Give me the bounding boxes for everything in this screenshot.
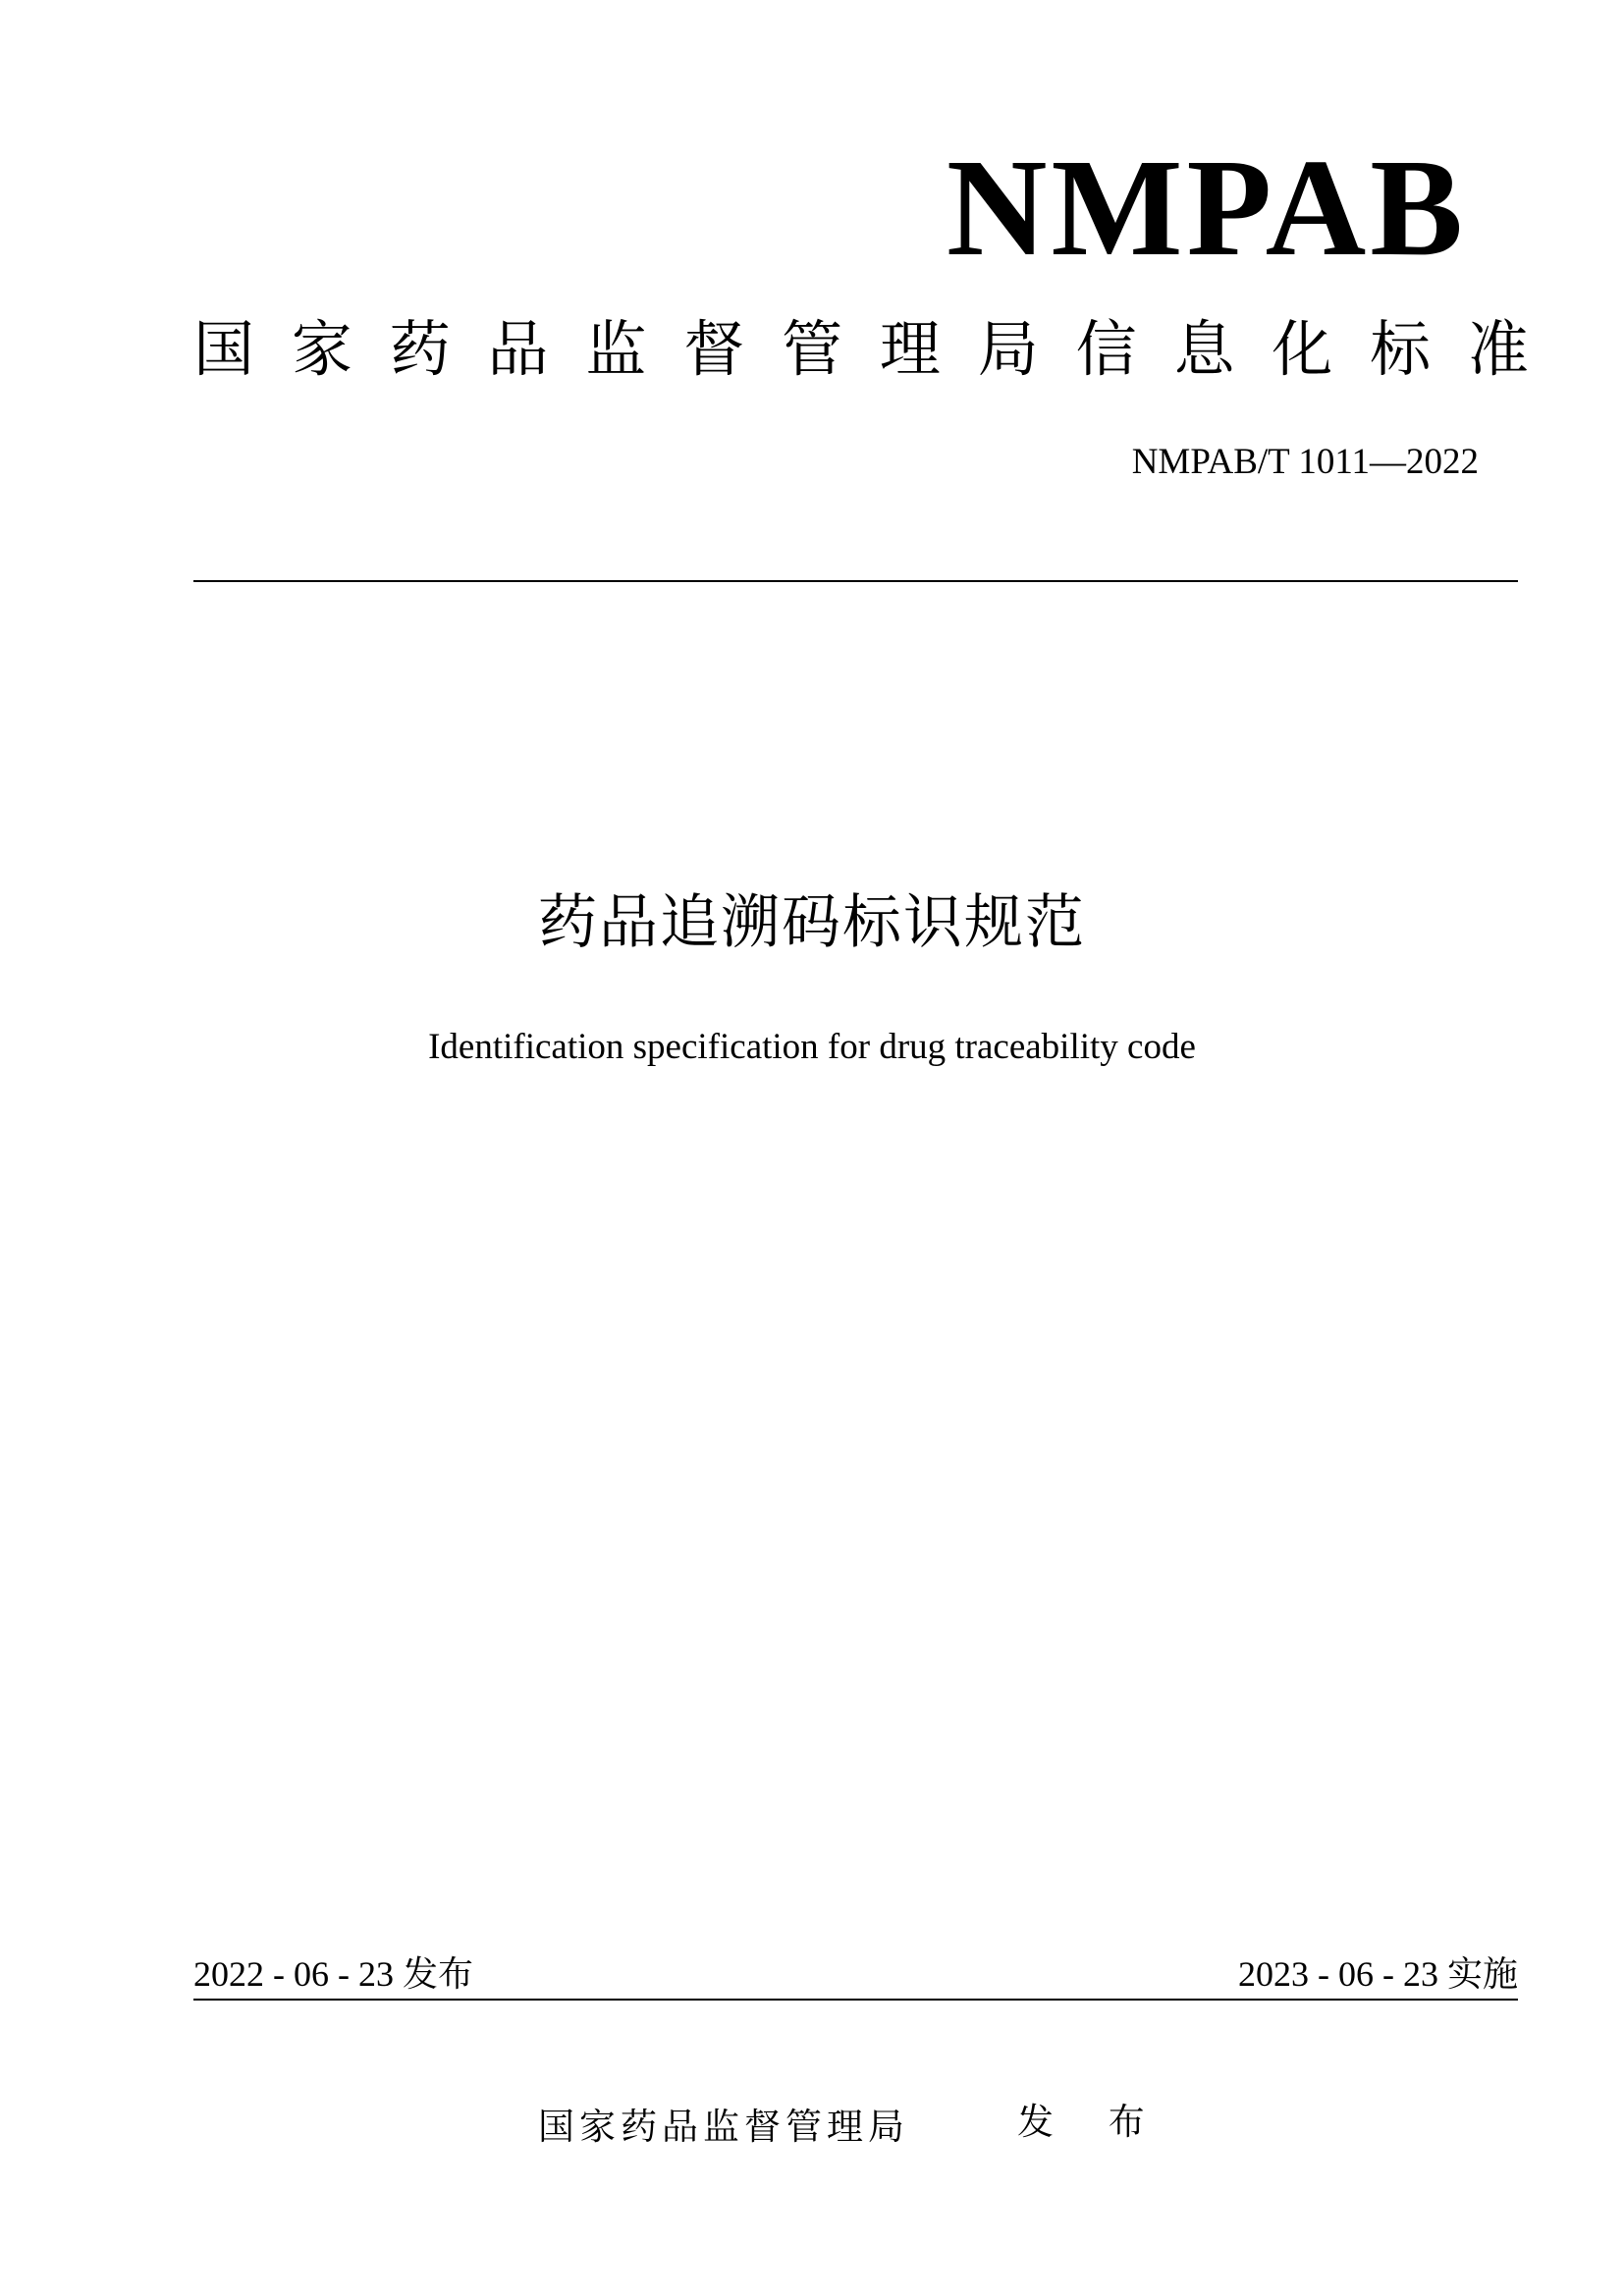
implement-date-value: 2023 - 06 - 23 (1238, 1954, 1438, 1994)
org-char: 监 (585, 313, 647, 385)
org-char: 药 (389, 313, 451, 385)
document-title-english: Identification specification for drug traceability code (428, 1027, 1196, 1067)
org-char: 准 (1467, 313, 1529, 385)
issue-label: 发 布 (1017, 2101, 1166, 2143)
org-char: 国 (193, 313, 255, 385)
standard-logo: NMPAB (946, 130, 1467, 285)
implement-date-label: 实施 (1446, 1954, 1518, 1995)
org-char: 局 (977, 313, 1039, 385)
org-char: 家 (291, 313, 352, 385)
implement-date (1238, 1956, 1518, 1993)
org-char: 标 (1370, 313, 1432, 385)
org-char: 管 (782, 313, 843, 385)
header-divider (193, 580, 1518, 582)
document-title-chinese: 药品追溯码标识规范 (538, 888, 1086, 957)
org-char: 息 (1173, 313, 1235, 385)
standard-number: NMPAB/T 1011—2022 (1131, 442, 1479, 482)
publish-date (193, 1956, 473, 1993)
publish-date-value: 2022 - 06 - 23 (193, 1954, 394, 1994)
publish-date-label: 发布 (402, 1954, 473, 1995)
issuing-body-standard-category (193, 313, 1529, 385)
org-char: 理 (879, 313, 941, 385)
org-char: 品 (487, 313, 549, 385)
org-char: 信 (1075, 313, 1137, 385)
org-char: 督 (683, 313, 745, 385)
date-divider (193, 1999, 1518, 2001)
issuing-authority: 国家药品监督管理局 (538, 2106, 909, 2148)
org-char: 化 (1272, 313, 1333, 385)
